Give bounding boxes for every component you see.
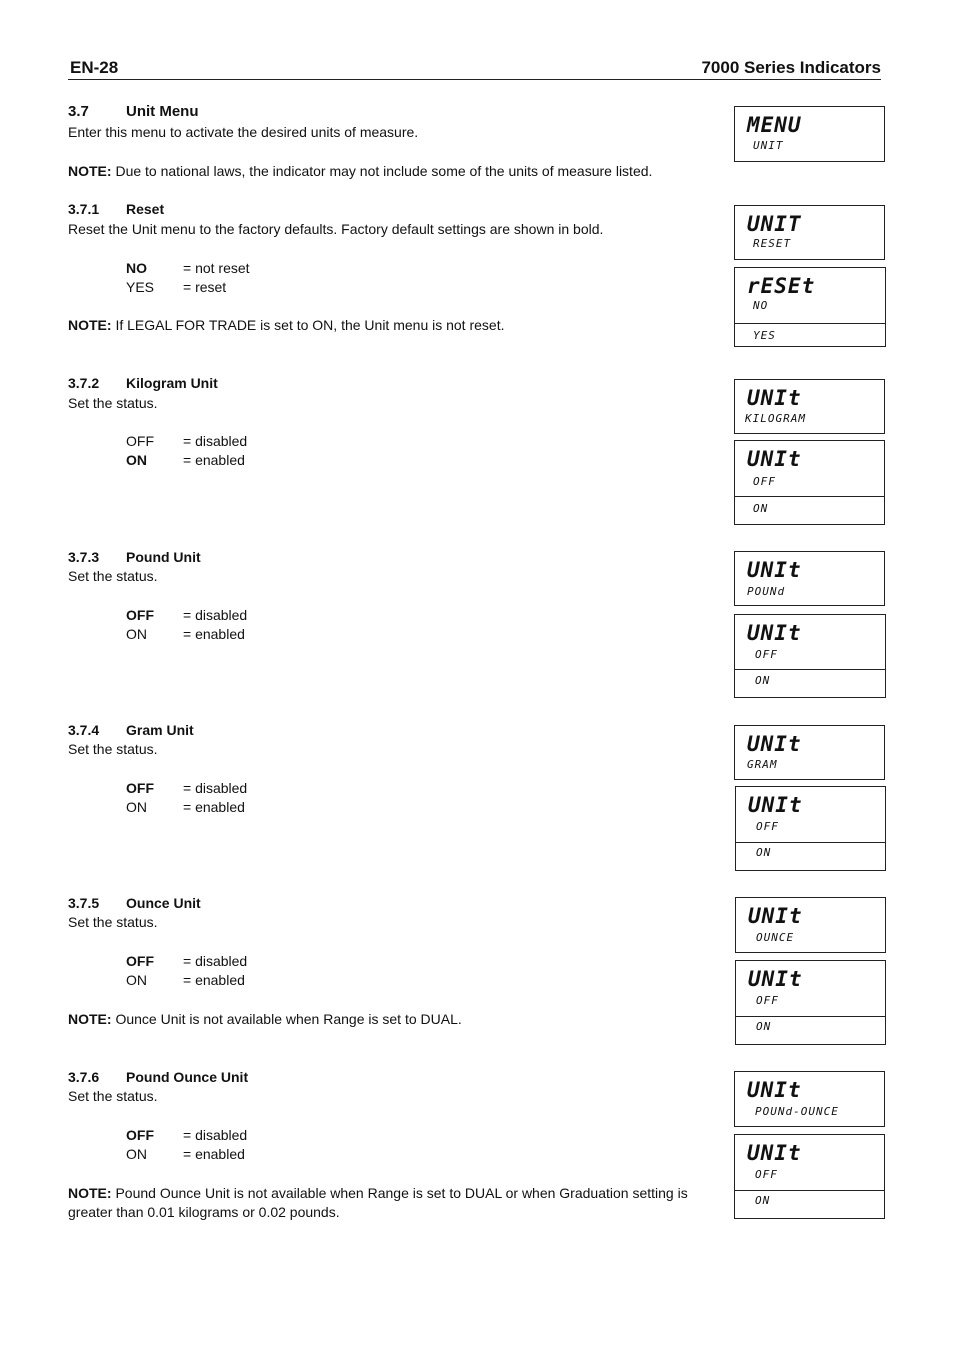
display-sub-text: UNIT xyxy=(753,139,784,152)
pound-option-off xyxy=(126,607,247,623)
display-main-text: UNIt xyxy=(747,1078,802,1102)
note-text: If LEGAL FOR TRADE is set to ON, the Unit menu is not reset. xyxy=(111,317,505,333)
display-divider xyxy=(735,496,884,497)
display-unit-reset xyxy=(734,205,885,260)
display-unit-kilogram xyxy=(734,379,885,434)
display-main-text: UNIT xyxy=(747,212,802,236)
pound-title: Pound Unit xyxy=(126,549,201,565)
option-value: = enabled xyxy=(183,799,245,815)
option-key: OFF xyxy=(126,433,154,449)
display-option-text: ON xyxy=(753,502,769,515)
display-sub-text: POUNd xyxy=(747,585,786,598)
pound-option-on xyxy=(126,626,245,642)
pound-description: Set the status. xyxy=(68,568,158,584)
option-value: = reset xyxy=(183,279,227,295)
gram-title: Gram Unit xyxy=(126,722,194,738)
option-key: ON xyxy=(126,799,147,815)
pound-heading xyxy=(68,549,201,565)
kilogram-description: Set the status. xyxy=(68,395,158,411)
display-option-text: ON xyxy=(756,1020,772,1033)
display-option-text: ON xyxy=(755,1194,771,1207)
pound-ounce-note xyxy=(68,1185,688,1201)
display-sub-text: OUNCE xyxy=(756,931,795,944)
display-main-text: UNIt xyxy=(748,967,803,991)
option-key: OFF xyxy=(126,607,154,623)
display-sub-text: RESET xyxy=(753,237,792,250)
gram-option-off xyxy=(126,780,247,796)
display-divider xyxy=(735,669,885,670)
pound-ounce-number: 3.7.6 xyxy=(68,1069,100,1085)
reset-title: Reset xyxy=(126,201,165,217)
note-label: NOTE: xyxy=(68,163,112,179)
section-note xyxy=(68,163,652,179)
display-sub-text: OFF xyxy=(756,994,779,1007)
display-divider xyxy=(736,1016,885,1017)
option-value: = disabled xyxy=(183,1127,248,1143)
pound-ounce-description: Set the status. xyxy=(68,1088,158,1104)
option-key: ON xyxy=(126,972,147,988)
note-text: Ounce Unit is not available when Range is set to DUAL. xyxy=(111,1011,462,1027)
gram-description: Set the status. xyxy=(68,741,158,757)
kilogram-option-off xyxy=(126,433,247,449)
display-main-text: UNIt xyxy=(747,447,802,471)
display-sub-text: OFF xyxy=(755,648,778,661)
ounce-number: 3.7.5 xyxy=(68,895,100,911)
page-number: EN-28 xyxy=(70,58,119,77)
ounce-description: Set the status. xyxy=(68,914,158,930)
display-main-text: MENU xyxy=(747,113,802,137)
note-label: NOTE: xyxy=(68,1185,112,1201)
pound-ounce-title: Pound Ounce Unit xyxy=(126,1069,249,1085)
display-gram-options xyxy=(735,786,886,871)
display-main-text: UNIt xyxy=(748,793,803,817)
option-key: ON xyxy=(126,1146,147,1162)
display-option-text: YES xyxy=(753,329,776,342)
display-main-text: UNIt xyxy=(747,621,802,645)
display-unit-ounce xyxy=(735,897,886,953)
option-key: ON xyxy=(126,626,147,642)
display-sub-text: NO xyxy=(753,299,769,312)
display-menu-unit xyxy=(734,106,885,162)
option-key: ON xyxy=(126,452,147,468)
display-sub-text: KILOGRAM xyxy=(745,412,806,425)
kilogram-title: Kilogram Unit xyxy=(126,375,218,391)
display-divider xyxy=(736,842,885,843)
option-value: = not reset xyxy=(183,260,250,276)
display-main-text: UNIt xyxy=(747,1141,802,1165)
option-key: NO xyxy=(126,260,147,276)
section-heading xyxy=(68,103,199,120)
pound-ounce-heading xyxy=(68,1069,248,1085)
option-key: OFF xyxy=(126,953,154,969)
gram-number: 3.7.4 xyxy=(68,722,100,738)
display-main-text: rESEt xyxy=(747,274,816,298)
display-divider xyxy=(735,323,885,324)
option-key: OFF xyxy=(126,780,154,796)
display-unit-gram xyxy=(734,725,885,780)
option-value: = disabled xyxy=(183,780,248,796)
display-unit-pound-ounce xyxy=(734,1071,885,1127)
header-rule xyxy=(68,79,881,80)
display-main-text: UNIt xyxy=(747,558,802,582)
section-intro: Enter this menu to activate the desired units of measure. xyxy=(68,124,419,140)
pound-ounce-option-on xyxy=(126,1146,245,1162)
display-main-text: UNIt xyxy=(747,386,802,410)
section-number: 3.7 xyxy=(68,103,89,120)
display-ounce-options xyxy=(735,960,886,1045)
reset-description: Reset the Unit menu to the factory defaults. Factory default settings are shown in bold. xyxy=(68,221,604,237)
display-main-text: UNIt xyxy=(748,904,803,928)
display-kilogram-options xyxy=(734,440,885,525)
kilogram-number: 3.7.2 xyxy=(68,375,100,391)
display-sub-text: OFF xyxy=(755,1168,778,1181)
display-sub-text: GRAM xyxy=(747,758,778,771)
display-sub-text: OFF xyxy=(756,820,779,833)
display-main-text: UNIt xyxy=(747,732,802,756)
reset-number: 3.7.1 xyxy=(68,201,100,217)
ounce-heading xyxy=(68,895,201,911)
pound-ounce-note-continued: greater than 0.01 kilograms or 0.02 pounds. xyxy=(68,1204,340,1220)
option-value: = disabled xyxy=(183,433,248,449)
gram-heading xyxy=(68,722,194,738)
reset-heading xyxy=(68,201,164,217)
display-reset-options xyxy=(734,267,886,347)
gram-option-on xyxy=(126,799,245,815)
option-value: = disabled xyxy=(183,953,248,969)
ounce-option-on xyxy=(126,972,245,988)
option-key: OFF xyxy=(126,1127,154,1143)
kilogram-option-on xyxy=(126,452,245,468)
display-divider xyxy=(735,1190,884,1191)
note-text: Due to national laws, the indicator may not include some of the units of measure listed. xyxy=(111,163,653,179)
ounce-option-off xyxy=(126,953,247,969)
reset-option-no xyxy=(126,260,250,276)
display-option-text: ON xyxy=(756,846,772,859)
option-value: = enabled xyxy=(183,626,245,642)
reset-note xyxy=(68,317,504,333)
display-option-text: ON xyxy=(755,674,771,687)
section-title: Unit Menu xyxy=(126,103,199,120)
note-label: NOTE: xyxy=(68,1011,112,1027)
option-value: = disabled xyxy=(183,607,248,623)
display-sub-text: OFF xyxy=(753,475,776,488)
document-title: 7000 Series Indicators xyxy=(701,58,881,77)
note-text: Pound Ounce Unit is not available when Range is set to DUAL or when Graduation setting is xyxy=(111,1185,688,1201)
option-key: YES xyxy=(126,279,155,295)
ounce-note xyxy=(68,1011,462,1027)
kilogram-heading xyxy=(68,375,218,391)
option-value: = enabled xyxy=(183,452,245,468)
pound-ounce-option-off xyxy=(126,1127,247,1143)
note-label: NOTE: xyxy=(68,317,112,333)
ounce-title: Ounce Unit xyxy=(126,895,201,911)
option-value: = enabled xyxy=(183,972,245,988)
pound-number: 3.7.3 xyxy=(68,549,100,565)
display-sub-text: POUNd-OUNCE xyxy=(755,1105,839,1118)
display-unit-pound xyxy=(734,551,885,606)
display-pound-options xyxy=(734,614,886,698)
option-value: = enabled xyxy=(183,1146,245,1162)
display-pound-ounce-options xyxy=(734,1134,885,1219)
reset-option-yes xyxy=(126,279,226,295)
